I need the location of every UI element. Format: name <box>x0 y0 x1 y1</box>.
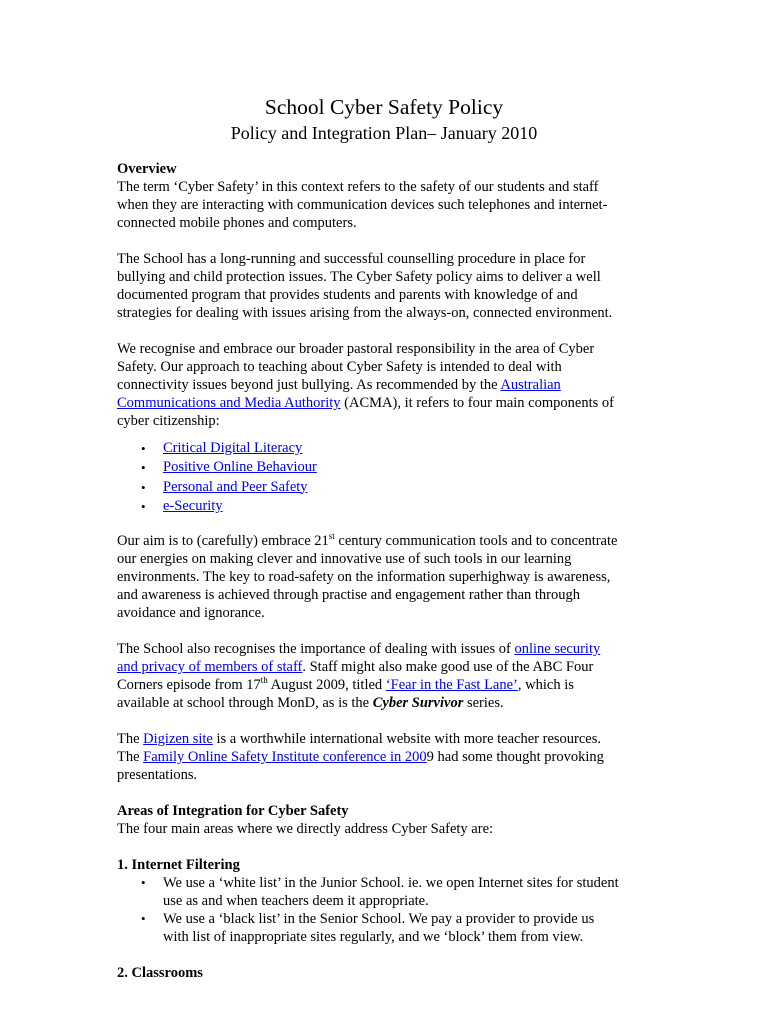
section-heading: 1. Internet Filtering <box>117 857 240 874</box>
pastoral-paragraph-line: We recognise and embrace our broader pastoral responsibility in the area of Cyber <box>117 341 595 357</box>
list-item <box>117 439 657 458</box>
digizen-link[interactable]: Digizen site <box>143 731 213 748</box>
resources-paragraph-line: The Digizen site is a worthwhile international website with more teacher resources. <box>117 731 601 748</box>
document-body <box>117 160 657 982</box>
overview-line: connected mobile phones and computers. <box>117 215 357 231</box>
bullet: • <box>141 441 146 456</box>
overview-line: when they are interacting with communication devices such telephones and internet- <box>117 197 608 213</box>
staff-paragraph-line: available at school through MonD, as is the Cyber Survivor series. <box>117 695 504 712</box>
list-item <box>117 478 657 497</box>
counselling-paragraph-line: bullying and child protection issues. The Cyber Safety policy aims to deliver a well <box>117 269 601 285</box>
online-security-link[interactable]: and privacy of members of staff <box>117 659 303 676</box>
staff-paragraph-line: The School also recognises the importance of dealing with issues of online security <box>117 641 601 658</box>
areas-heading: Areas of Integration for Cyber Safety <box>117 803 349 820</box>
counselling-paragraph-line: strategies for dealing with issues arising from the always-on, connected environment. <box>117 305 613 321</box>
list-item <box>117 458 657 477</box>
critical-digital-literacy-link[interactable]: Critical Digital Literacy <box>163 440 303 456</box>
bullet: • <box>141 479 146 495</box>
page-title: School Cyber Safety Policy <box>264 95 504 119</box>
list-item: • We use a ‘black list’ in the Senior School. We pay a provider to provide us with list of inappropriate sites regularly, and we ‘block’ them from view. <box>141 911 595 946</box>
bullet: • <box>141 911 146 927</box>
overview-line: The term ‘Cyber Safety’ in this context refers to the safety of our students and staff <box>117 179 599 195</box>
section-heading: 2. Classrooms <box>117 965 203 982</box>
pastoral-paragraph-line: Safety. Our approach to teaching about Cyber Safety is intended to deal with <box>117 359 562 375</box>
positive-online-behaviour-link[interactable]: Positive Online Behaviour <box>163 459 317 476</box>
staff-paragraph-line: Corners episode from 17th August 2009, titled ‘Fear in the Fast Lane’, which is <box>117 675 574 694</box>
areas-intro: The four main areas where we directly address Cyber Safety are: <box>117 821 494 838</box>
pastoral-paragraph-line: connectivity issues beyond just bullying. As recommended by the Australian <box>117 377 561 393</box>
e-security-link[interactable]: e-Security <box>163 497 223 514</box>
overview-heading: Overview <box>117 161 177 177</box>
aim-paragraph-line: avoidance and ignorance. <box>117 605 265 622</box>
aim-paragraph-line: and awareness is achieved through practise and engagement rather than through <box>117 587 581 604</box>
fear-fast-lane-link[interactable]: ‘Fear in the Fast Lane’ <box>385 677 518 694</box>
acma-link[interactable]: Communications and Media Authority <box>117 395 341 411</box>
resources-paragraph-line: presentations. <box>117 767 198 784</box>
resources-paragraph-line: The Family Online Safety Institute conference in 2009 had some thought provoking <box>117 749 604 766</box>
aim-paragraph-line: environments. The key to road-safety on the information superhighway is awareness, <box>117 569 611 586</box>
bullet: • <box>141 460 146 476</box>
list-item: • We use a ‘white list’ in the Junior School. ie. we open Internet sites for student use as and when teachers deem it appropriate. <box>141 875 619 910</box>
aim-paragraph-line: Our aim is to (carefully) embrace 21st century communication tools and to concentrate <box>117 531 618 550</box>
pastoral-paragraph-line: cyber citizenship: <box>117 413 220 429</box>
page-subtitle: Policy and Integration Plan– January 2010 <box>230 123 538 143</box>
bullet: • <box>141 498 146 514</box>
list-item <box>117 497 657 516</box>
fosi-conference-link[interactable]: Family Online Safety Institute conference in 200 <box>143 749 427 766</box>
personal-peer-safety-link[interactable]: Personal and Peer Safety <box>163 478 308 495</box>
pastoral-paragraph-line: Communications and Media Authority (ACMA), it refers to four main components of <box>117 395 614 411</box>
counselling-paragraph-line: documented program that provides students and parents with knowledge of and <box>117 287 578 303</box>
counselling-paragraph-line: The School has a long-running and successful counselling procedure in place for <box>117 251 586 267</box>
acma-link[interactable]: Australian <box>500 377 561 393</box>
aim-paragraph-line: our energies on making clever and innovative use of such tools in our learning <box>117 551 572 568</box>
online-security-link[interactable]: online security <box>514 641 601 658</box>
bullet: • <box>141 875 146 891</box>
staff-paragraph-line: and privacy of members of staff. Staff might also make good use of the ABC Four <box>117 659 594 676</box>
